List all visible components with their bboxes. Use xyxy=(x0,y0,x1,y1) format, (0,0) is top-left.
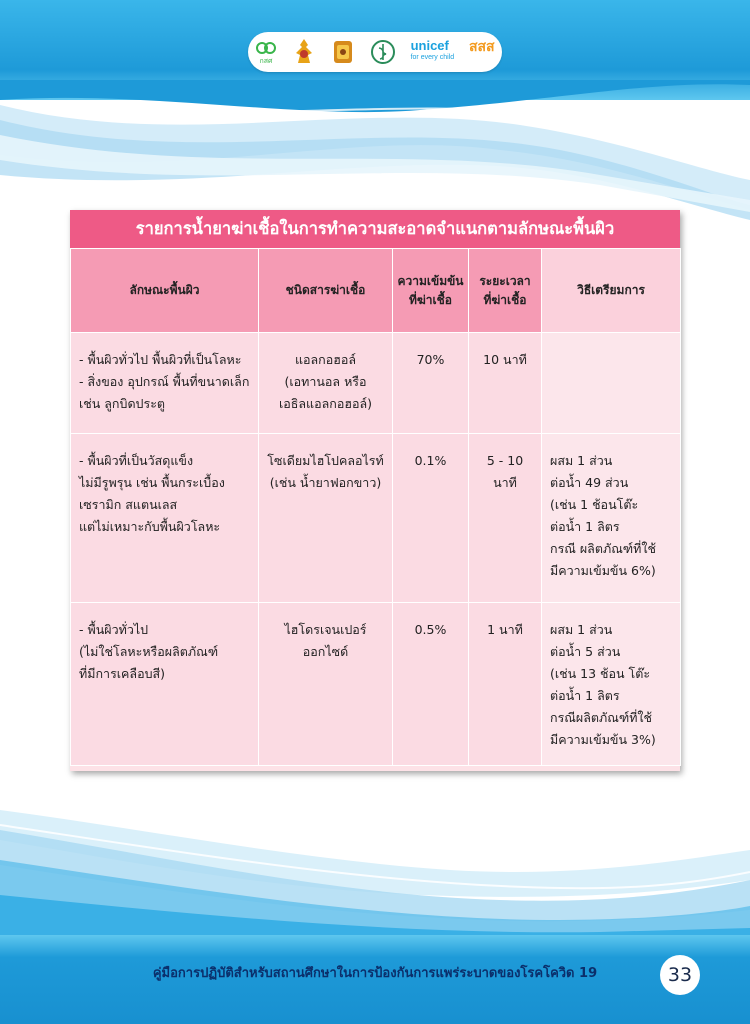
obec-logo xyxy=(331,37,355,67)
obec-emblem-icon xyxy=(331,37,355,67)
disinfectant-table xyxy=(70,210,680,771)
kss-logo xyxy=(255,37,277,67)
disinfectant-cell: ไฮโดรเจนเปอร์ ออกไซด์ xyxy=(259,603,393,766)
table-title: รายการน้ำยาฆ่าเชื้อในการทำความสะอาดจำแนกตามลักษณะพื้นผิว xyxy=(70,210,680,248)
header-concentration: ความเข้มข้น ที่ฆ่าเชื้อ xyxy=(393,249,469,333)
bottom-wave-decoration xyxy=(0,800,750,940)
concentration-cell: 0.1% xyxy=(393,434,469,603)
top-wave-decoration xyxy=(0,80,750,220)
logo-bar xyxy=(248,32,502,72)
disinfectant-cell: แอลกอฮอล์ (เอทานอล หรือ เอธิลแอลกอฮอล์) xyxy=(259,333,393,434)
concentration-cell: 70% xyxy=(393,333,469,434)
page-number: 33 xyxy=(660,955,700,995)
thaihealth-logo: สสส xyxy=(468,38,495,54)
table-row xyxy=(71,603,681,766)
table-row xyxy=(71,333,681,434)
preparation-cell: ผสม 1 ส่วน ต่อน้ำ 5 ส่วน (เช่น 13 ช้อน โต๊ะ ต่อน้ำ 1 ลิตร กรณีผลิตภัณฑ์ที่ใช้ มีความเข้มข้น 3%) xyxy=(542,603,681,766)
footer-title: คู่มือการปฏิบัติสำหรับสถานศึกษาในการป้องกันการแพร่ระบาดของโรคโควิด 19 xyxy=(152,966,598,981)
moph-logo xyxy=(370,37,396,67)
duration-cell: 10 นาที xyxy=(469,333,542,434)
header-disinfectant: ชนิดสารฆ่าเชื้อ xyxy=(259,249,393,333)
duration-cell: 5 - 10 นาที xyxy=(469,434,542,603)
surface-cell: - พื้นผิวที่เป็นวัสดุแข็ง ไม่มีรูพรุน เช่น พื้นกระเบื้อง เซรามิก สแตนเลส แต่ไม่เหมาะกับพื้นผิวโลหะ xyxy=(71,434,259,603)
svg-text:กสศ: กสศ xyxy=(259,57,273,65)
header-preparation: วิธีเตรียมการ xyxy=(542,249,681,333)
disinfectant-cell: โซเดียมไฮโปคลอไรท์ (เช่น น้ำยาฟอกขาว) xyxy=(259,434,393,603)
duration-cell: 1 นาที xyxy=(469,603,542,766)
ministry-emblem-icon xyxy=(292,37,316,67)
header-surface: ลักษณะพื้นผิว xyxy=(71,249,259,333)
surface-cell: - พื้นผิวทั่วไป (ไม่ใช่โลหะหรือผลิตภัณฑ์ ที่มีการเคลือบสี) xyxy=(71,603,259,766)
concentration-cell: 0.5% xyxy=(393,603,469,766)
surface-cell: - พื้นผิวทั่วไป พื้นผิวที่เป็นโลหะ - สิ่งของ อุปกรณ์ พื้นที่ขนาดเล็ก เช่น ลูกบิดประตู xyxy=(71,333,259,434)
moph-emblem-icon xyxy=(370,39,396,65)
header-duration: ระยะเวลา ที่ฆ่าเชื้อ xyxy=(469,249,542,333)
preparation-cell xyxy=(542,333,681,434)
kss-icon xyxy=(255,39,277,65)
preparation-cell: ผสม 1 ส่วน ต่อน้ำ 49 ส่วน (เช่น 1 ช้อนโต๊ะ ต่อน้ำ 1 ลิตร กรณี ผลิตภัณฑ์ที่ใช้ มีความเข้มข้น 6%) xyxy=(542,434,681,603)
table-row xyxy=(71,434,681,603)
unicef-logo: unicef for every child xyxy=(410,38,455,61)
ministry-logo xyxy=(292,37,316,67)
disinfectant-grid xyxy=(70,248,681,766)
table-header-row xyxy=(71,249,681,333)
